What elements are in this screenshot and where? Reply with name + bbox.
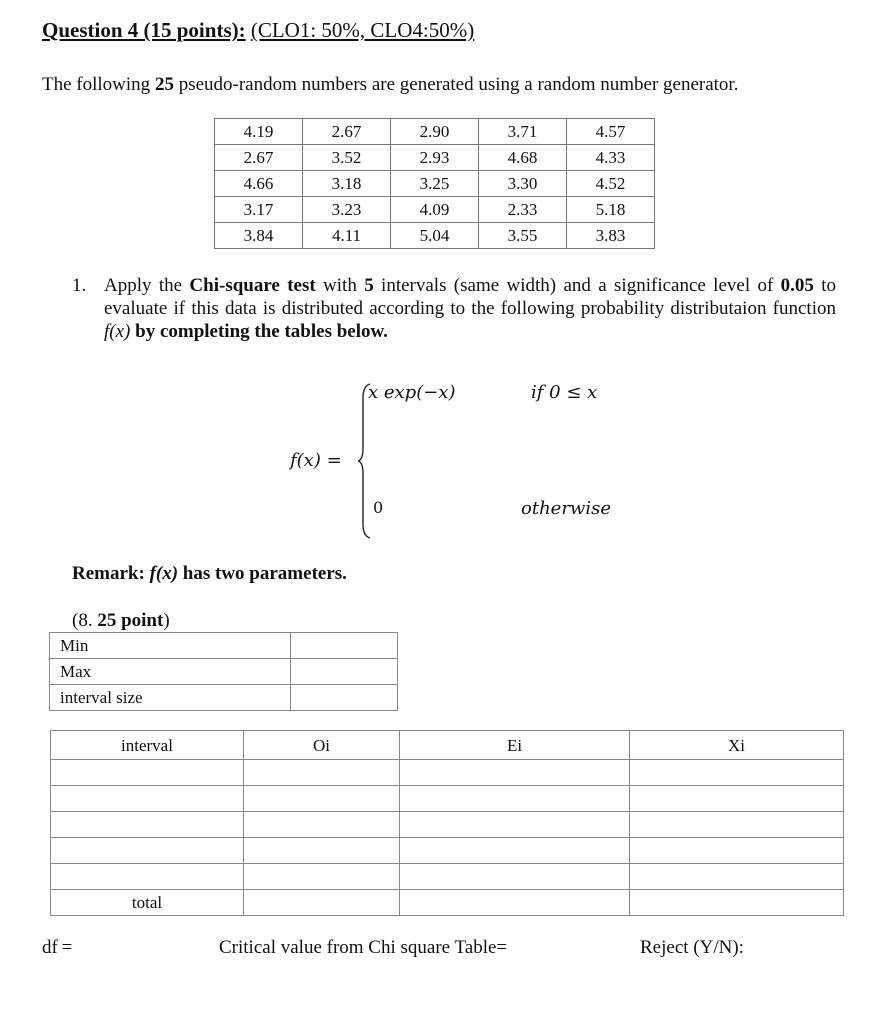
number-cell: 2.67 <box>215 145 303 171</box>
number-cell: 3.55 <box>479 223 567 249</box>
item-text-bold: 5 <box>364 275 374 296</box>
total-oi-cell[interactable] <box>244 890 400 916</box>
item-text-part: with <box>315 275 365 296</box>
remark-fx: f(x) <box>149 563 179 584</box>
clo-weights: (CLO1: 50%, CLO4:50%) <box>250 18 475 42</box>
item-text-bold: Chi-square test <box>189 275 316 296</box>
table-row <box>51 864 844 890</box>
degrees-of-freedom-label: df = <box>42 937 73 958</box>
table-cell[interactable] <box>244 760 400 786</box>
table-cell[interactable] <box>630 786 844 812</box>
item-text-italic: f(x) <box>104 321 131 342</box>
number-cell: 3.30 <box>479 171 567 197</box>
number-cell: 3.25 <box>391 171 479 197</box>
item-text-part: to evaluate if this data is distributed according to the following probability distributaion function <box>104 275 837 319</box>
header-ei: Ei <box>400 731 630 760</box>
number-cell: 3.52 <box>303 145 391 171</box>
interval-size-value-cell[interactable] <box>291 685 398 711</box>
table-cell[interactable] <box>51 760 244 786</box>
remark-label: Remark: <box>72 563 150 584</box>
min-max-table <box>49 632 398 711</box>
curly-brace-icon <box>356 382 372 540</box>
number-cell: 4.33 <box>567 145 655 171</box>
number-cell: 2.67 <box>303 119 391 145</box>
table-row <box>215 145 655 171</box>
formula-case-2: 0 <box>373 498 384 517</box>
min-value-cell[interactable] <box>291 633 398 659</box>
table-cell[interactable] <box>244 864 400 890</box>
number-cell: 4.11 <box>303 223 391 249</box>
total-row <box>51 890 844 916</box>
formula-condition-2: otherwise <box>521 498 611 519</box>
table-cell[interactable] <box>630 812 844 838</box>
table-row <box>215 119 655 145</box>
number-cell: 3.17 <box>215 197 303 223</box>
table-cell[interactable] <box>630 838 844 864</box>
table-cell[interactable] <box>244 812 400 838</box>
table-row <box>51 760 844 786</box>
table-row <box>50 685 398 711</box>
total-label: total <box>51 890 244 916</box>
points-close: ) <box>163 610 170 631</box>
item-text-part: Apply the <box>104 275 190 296</box>
number-cell: 2.90 <box>391 119 479 145</box>
header-oi: Oi <box>244 731 400 760</box>
table-cell[interactable] <box>51 838 244 864</box>
number-cell: 3.23 <box>303 197 391 223</box>
total-xi-cell[interactable] <box>630 890 844 916</box>
table-cell[interactable] <box>244 786 400 812</box>
table-row <box>51 838 844 864</box>
critical-value-label: Critical value from Chi square Table= <box>219 937 508 958</box>
number-cell: 4.68 <box>479 145 567 171</box>
number-cell: 2.93 <box>391 145 479 171</box>
formula-condition-1: if 0 ≤ x <box>531 382 598 403</box>
number-cell: 4.57 <box>567 119 655 145</box>
table-header-row <box>51 731 844 760</box>
min-label: Min <box>50 633 291 659</box>
number-cell: 3.71 <box>479 119 567 145</box>
intro-after: pseudo-random numbers are generated using a random number generator. <box>173 74 739 95</box>
number-cell: 3.18 <box>303 171 391 197</box>
number-cell: 4.19 <box>215 119 303 145</box>
table-cell[interactable] <box>51 864 244 890</box>
formula-case-1: x exp(−x) <box>368 382 456 403</box>
table-cell[interactable] <box>630 760 844 786</box>
table-row <box>51 786 844 812</box>
max-value-cell[interactable] <box>291 659 398 685</box>
intro-count: 25 <box>154 74 174 95</box>
points-value: 25 point <box>97 610 164 631</box>
table-row <box>215 197 655 223</box>
item-number: 1. <box>72 275 87 296</box>
intro-text <box>42 74 738 96</box>
question-heading: Question 4 (15 points): <box>42 18 246 42</box>
header-interval: interval <box>51 731 244 760</box>
table-cell[interactable] <box>400 786 630 812</box>
table-cell[interactable] <box>51 812 244 838</box>
remark <box>72 563 347 585</box>
table-row <box>50 659 398 685</box>
table-cell[interactable] <box>244 838 400 864</box>
item-text <box>104 274 836 343</box>
table-cell[interactable] <box>400 812 630 838</box>
table-cell[interactable] <box>400 760 630 786</box>
number-cell: 4.66 <box>215 171 303 197</box>
number-cell: 5.04 <box>391 223 479 249</box>
number-cell: 4.52 <box>567 171 655 197</box>
table-cell[interactable] <box>400 838 630 864</box>
table-row <box>215 171 655 197</box>
intro-before: The following <box>42 74 155 95</box>
number-cell: 4.09 <box>391 197 479 223</box>
table-cell[interactable] <box>51 786 244 812</box>
reject-label: Reject (Y/N): <box>640 937 744 958</box>
table-row <box>50 633 398 659</box>
number-cell: 5.18 <box>567 197 655 223</box>
header-xi: Xi <box>630 731 844 760</box>
item-text-bold: by completing the tables below. <box>130 321 388 342</box>
chi-square-table <box>50 730 844 916</box>
table-cell[interactable] <box>630 864 844 890</box>
table-row <box>51 812 844 838</box>
question-item <box>72 274 836 343</box>
item-text-bold: 0.05 <box>780 275 814 296</box>
points-note <box>72 610 170 632</box>
number-cell: 3.84 <box>215 223 303 249</box>
remark-text: has two parameters. <box>178 563 347 584</box>
item-text-part: intervals (same width) and a significance level of <box>373 275 781 296</box>
max-label: Max <box>50 659 291 685</box>
interval-size-label: interval size <box>50 685 291 711</box>
table-row <box>215 223 655 249</box>
total-ei-cell[interactable] <box>400 890 630 916</box>
formula-lhs: f(x) = <box>290 450 342 471</box>
number-cell: 3.83 <box>567 223 655 249</box>
number-cell: 2.33 <box>479 197 567 223</box>
random-numbers-table <box>214 118 655 249</box>
question-title <box>42 18 474 43</box>
table-cell[interactable] <box>400 864 630 890</box>
points-open: (8. <box>72 610 98 631</box>
